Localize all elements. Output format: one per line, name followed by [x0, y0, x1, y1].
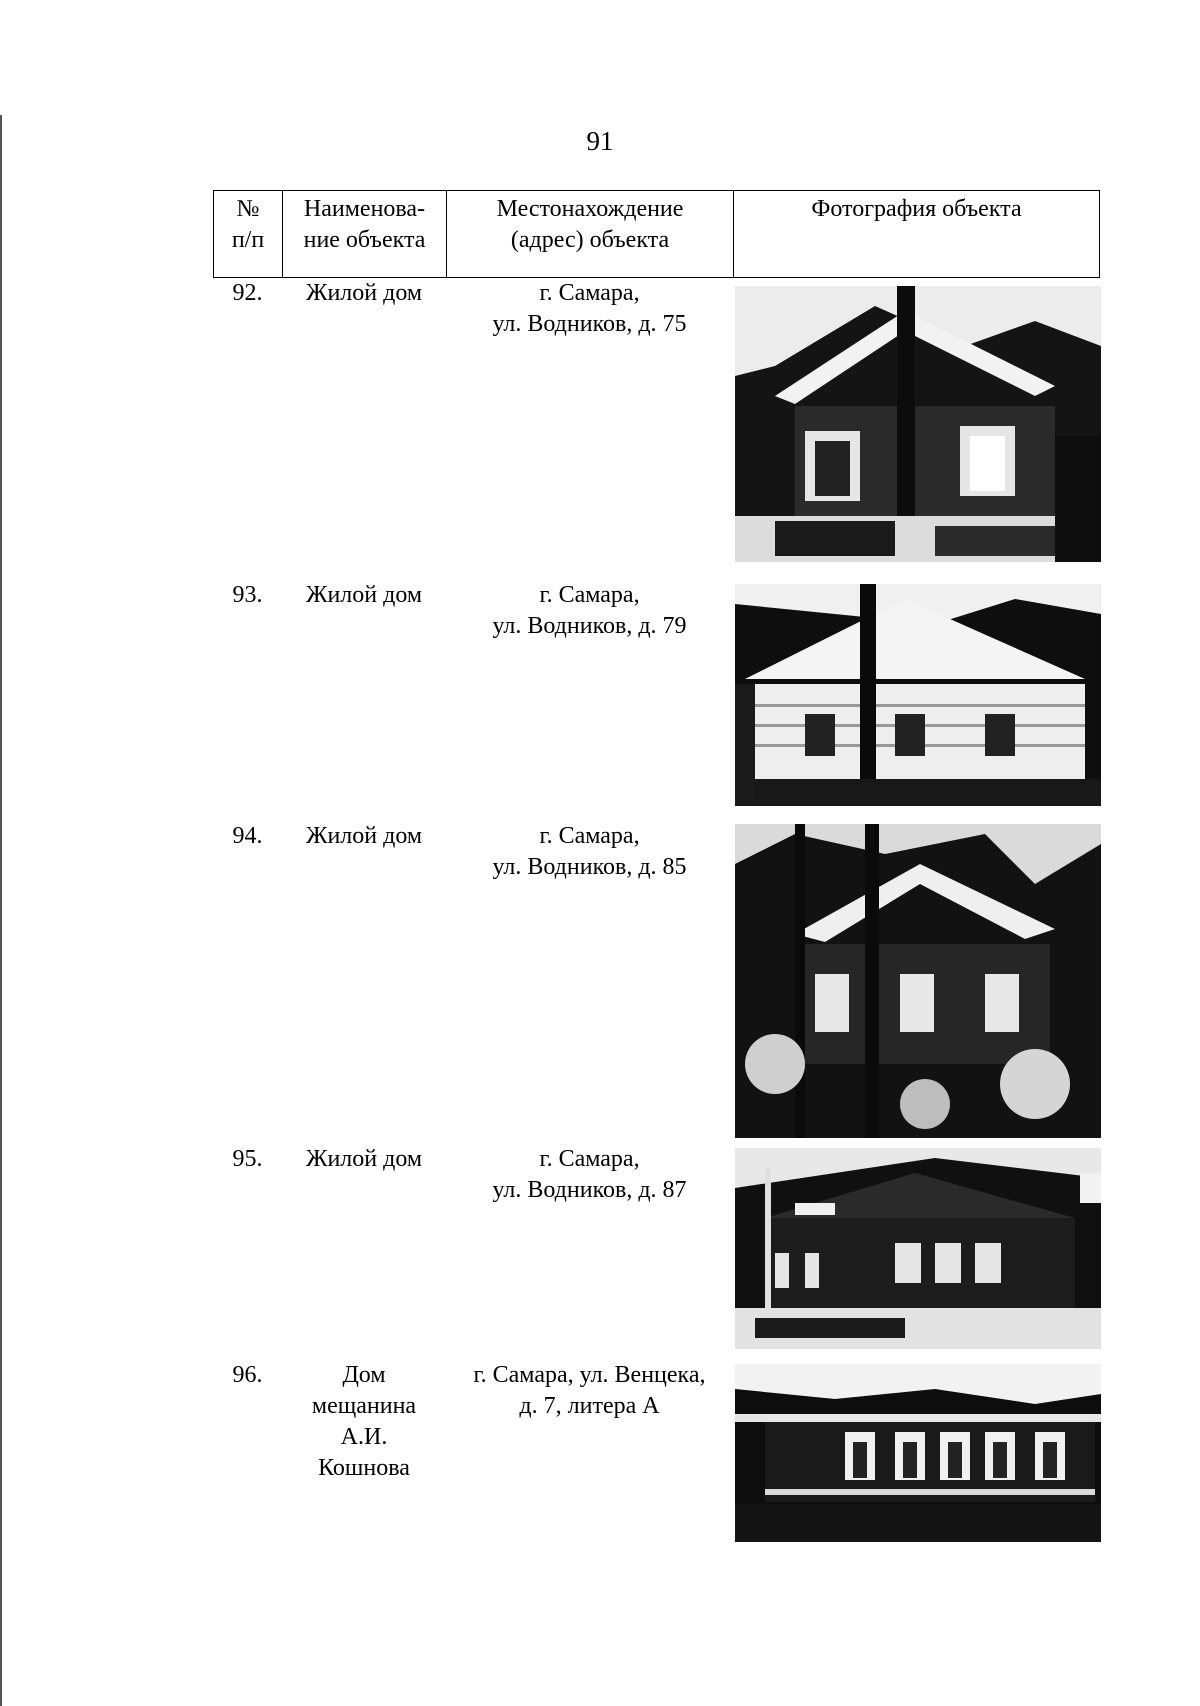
row-number: 92.: [232, 280, 263, 306]
object-name-line: Жилой дом: [305, 582, 423, 608]
row-number: 94.: [232, 823, 263, 849]
object-name-line: А.И.: [340, 1424, 388, 1450]
address-line: д. 7, литера А: [519, 1393, 660, 1419]
object-name: [282, 278, 446, 309]
header-address-line1: Местонахождение: [496, 196, 684, 222]
object-name-line: Жилой дом: [305, 823, 423, 849]
object-photo: [735, 286, 1101, 562]
header-number-line2: п/п: [231, 227, 265, 253]
header-name-line2: ние объекта: [303, 227, 426, 253]
header-name: [283, 191, 447, 277]
header-address-line2: (адрес) объекта: [510, 227, 670, 253]
header-photo-label: Фотография объекта: [811, 196, 1022, 222]
page-number: 91: [586, 126, 614, 156]
row-number: 95.: [232, 1146, 263, 1172]
header-photo: [734, 191, 1099, 277]
address-line: ул. Водников, д. 87: [492, 1177, 687, 1203]
object-name-line: Жилой дом: [305, 1146, 423, 1172]
object-photo: [735, 1148, 1101, 1349]
header-number-line1: №: [236, 196, 260, 222]
scan-edge: [0, 115, 2, 1706]
object-address: [446, 1144, 733, 1206]
row-number: 93.: [232, 582, 263, 608]
object-photo: [735, 824, 1101, 1138]
object-name: [282, 580, 446, 611]
object-address: [446, 1360, 733, 1422]
object-photo: [735, 1364, 1101, 1542]
address-line: г. Самара,: [539, 280, 640, 306]
object-address: [446, 580, 733, 642]
header-number: [214, 191, 283, 277]
address-line: ул. Водников, д. 85: [492, 854, 687, 880]
object-name-line: Дом: [342, 1362, 386, 1388]
object-address: [446, 278, 733, 340]
row-number: 96.: [232, 1362, 263, 1388]
address-line: ул. Водников, д. 75: [492, 311, 687, 337]
object-name: [282, 1360, 446, 1484]
header-name-line1: Наименова-: [303, 196, 426, 222]
object-name-line: Жилой дом: [305, 280, 423, 306]
object-name-line: Кошнова: [318, 1455, 410, 1481]
address-line: г. Самара,: [539, 582, 640, 608]
header-address: [447, 191, 734, 277]
object-address: [446, 821, 733, 883]
address-line: г. Самара,: [539, 823, 640, 849]
address-line: г. Самара,: [539, 1146, 640, 1172]
address-line: ул. Водников, д. 79: [492, 613, 687, 639]
object-name: [282, 821, 446, 852]
table-header: [213, 190, 1100, 278]
object-photo: [735, 584, 1101, 806]
object-name-line: мещанина: [311, 1393, 417, 1419]
address-line: г. Самара, ул. Венцека,: [473, 1362, 706, 1388]
object-name: [282, 1144, 446, 1175]
